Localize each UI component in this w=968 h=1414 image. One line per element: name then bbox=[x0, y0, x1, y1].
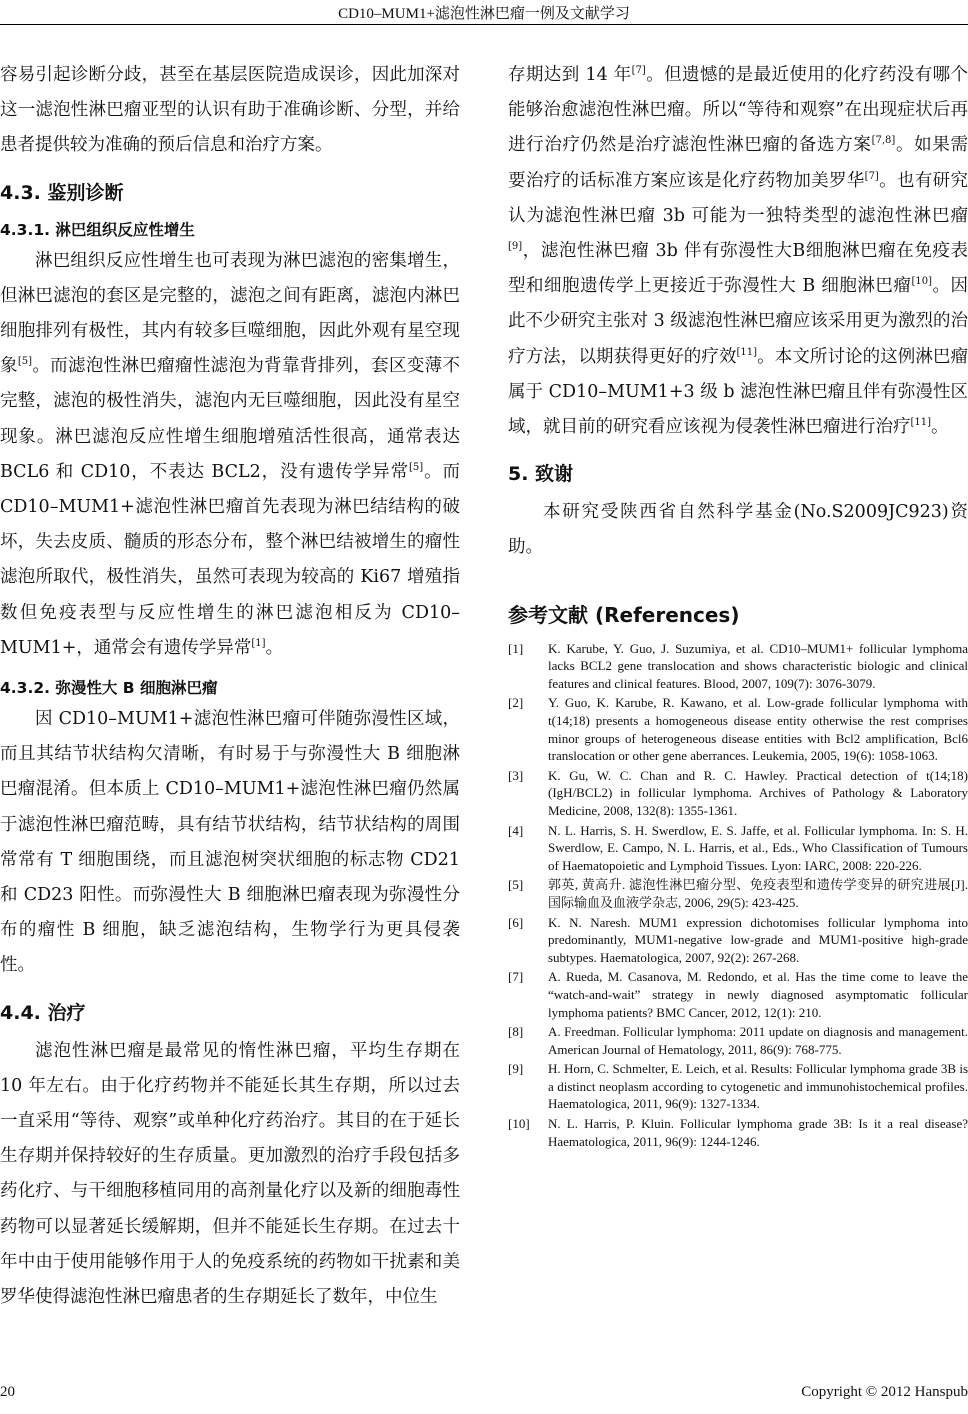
text-run: 容易引起诊断分歧，甚至在基层医院造成误诊，因此加深对这一滤泡性淋巴瘤亚型的认识有助于准确诊断、分型，并给患者提供较为准确的预后信息和治疗方案。 bbox=[0, 65, 460, 156]
citation: [9] bbox=[508, 241, 523, 253]
citation: [11] bbox=[910, 417, 932, 429]
citation: [10] bbox=[911, 276, 932, 288]
reference-list bbox=[508, 640, 968, 1151]
reference-number: [2] bbox=[508, 695, 524, 711]
text-run: 滤泡性淋巴瘤是最常见的惰性淋巴瘤，平均生存期在 10 年左右。由于化疗药物并不能延长其生存期，所以过去一直采用“等待、观察”或单种化疗药治疗。其目的在于延长生存期并保持较好的生存质量。更加激烈的治疗手段包括多药化疗、与干细胞移植同用的高剂量化疗以及新的细胞毒性药物可以显著延长缓解期，但并不能延长生存期。在过去十年中由于使用能够作用于人的免疫系统的药物如干扰素和美罗华使得滤泡性淋巴瘤患者的生存期延长了数年，中位生 bbox=[0, 1040, 460, 1308]
reference-number: [3] bbox=[508, 767, 524, 783]
reference-item bbox=[508, 822, 968, 875]
right-column bbox=[508, 58, 968, 1152]
reference-number: [7] bbox=[508, 969, 524, 985]
paragraph bbox=[508, 495, 968, 565]
citation: [7] bbox=[631, 65, 646, 76]
text-run: 。 bbox=[931, 417, 949, 438]
reference-item bbox=[508, 1023, 968, 1058]
reference-item bbox=[508, 694, 968, 764]
reference-number: [9] bbox=[508, 1061, 524, 1077]
reference-text: K. Gu, W. C. Chan and R. C. Hawley. Practical detection of t(14;18) (IgH/BCL2) in follicular lymphoma. Archives of Pathology & Laboratory Medicine, 2008, 132(8): 1355-1361. bbox=[548, 767, 968, 818]
reference-number: [6] bbox=[508, 914, 524, 930]
reference-text: A. Rueda, M. Casanova, M. Redondo, et al. Has the time come to leave the “watch-and-wait” strategy in newly diagnosed asymptomatic follicular lymphoma patients? BMC Cancer, 2012, 12(1): 210. bbox=[548, 969, 968, 1020]
citation: [11] bbox=[736, 346, 758, 358]
paragraph bbox=[0, 58, 460, 164]
citation: [5] bbox=[409, 461, 424, 473]
subsection-heading: 4.3.2. 弥漫性大 B 细胞淋巴瘤 bbox=[0, 679, 218, 698]
reference-text: Y. Guo, K. Karube, R. Kawano, et al. Low-grade follicular lymphoma with t(14;18) presents a homogeneous disease entity otherwise the rest comprises minor groups of heterogeneous disease entities with Bcl2 amplification, Bcl6 translocation or other gene aberrances. Leukemia, 2005, 19(6): 1058-1063. bbox=[548, 695, 968, 764]
reference-text: N. L. Harris, P. Kluin. Follicular lymphoma grade 3B: Is it a real disease? Haematologica, 2011, 96(9): 1244-1246. bbox=[548, 1116, 968, 1149]
reference-text: 郭英, 黄高升. 滤泡性淋巴瘤分型、免疫表型和遗传学变异的研究进展[J]. 国际输血及血液学杂志, 2006, 29(5): 423-425. bbox=[548, 877, 968, 910]
left-column bbox=[0, 58, 460, 1315]
text-run: 因 CD10–MUM1+滤泡性淋巴瘤可伴随弥漫性区域，而且其结节状结构欠清晰，有时易于与弥漫性大 B 细胞淋巴瘤混淆。但本质上 CD10–MUM1+滤泡性淋巴瘤仍然属于滤泡性淋巴瘤范畴，具有结节状结构，结节状结构的周围常常有 T 细胞围绕，而且滤泡树突状细胞的标志物 CD21 和 CD23 阳性。而弥漫性大 B 细胞淋巴瘤表现为弥漫性分布的瘤性 B 细胞，缺乏滤泡结构，生物学行为更具侵袭性。 bbox=[0, 709, 460, 976]
page-number: 20 bbox=[0, 1384, 15, 1400]
reference-text: A. Freedman. Follicular lymphoma: 2011 update on diagnosis and management. American Journal of Hematology, 2011, 86(9): 768-775. bbox=[548, 1024, 968, 1057]
text-run: 淋巴组织反应性增生也可表现为淋巴滤泡的密集增生，但淋巴滤泡的套区是完整的，滤泡之间有距离，滤泡内淋巴细胞排列有极性，其内有较多巨噬细胞，因此外观有星空现象 bbox=[0, 250, 460, 377]
reference-number: [8] bbox=[508, 1024, 524, 1040]
reference-number: [5] bbox=[508, 877, 524, 893]
header-rule bbox=[0, 24, 968, 25]
citation: [5] bbox=[17, 356, 33, 368]
paragraph bbox=[0, 244, 460, 666]
reference-text: H. Horn, C. Schmelter, E. Leich, et al. Results: Follicular lymphoma grade 3B is a distinct neoplasm according to cytogenetic and immunohistochemical profiles. Haematologica, 2011, 96(9): 1327-1334. bbox=[548, 1061, 968, 1112]
paragraph bbox=[0, 1034, 460, 1316]
text-run: 。而滤泡性淋巴瘤瘤性滤泡为背靠背排列，套区变薄不完整，滤泡的极性消失，滤泡内无巨噬细胞，因此没有星空现象。淋巴滤泡反应性增生细胞增殖活性很高，通常表达 BCL6 和 CD10，不表达 BCL2，没有遗传学异常 bbox=[0, 356, 461, 482]
text-run: 。如果需要治疗的话标准方案应该是化疗药物加美罗华 bbox=[508, 135, 968, 191]
section-heading: 5. 致谢 bbox=[508, 463, 574, 486]
reference-item bbox=[508, 876, 968, 911]
references-heading: 参考文献 (References) bbox=[508, 602, 740, 627]
text-run: ，滤泡性淋巴瘤 3b 伴有弥漫性大B细胞淋巴瘤在免疫表型和细胞遗传学上更接近于弥漫性大 B 细胞淋巴瘤 bbox=[508, 241, 968, 297]
paragraph bbox=[508, 58, 968, 445]
citation: [7,8] bbox=[871, 135, 896, 147]
reference-text: K. Karube, Y. Guo, J. Suzumiya, et al. CD10–MUM1+ follicular lymphoma lacks BCL2 gene translocation and shows characteristic biologic and clinical features and clinical features. Blood, 2007, 109(7): 3076-3079. bbox=[548, 640, 968, 691]
section-heading: 4.4. 治疗 bbox=[0, 1001, 86, 1024]
reference-item bbox=[508, 1115, 968, 1150]
reference-text: K. N. Naresh. MUM1 expression dichotomises follicular lymphoma into predominantly, MUM1-negative low-grade and MUM1-positive high-grade subtypes. Haematologica, 2007, 92(2): 267-268. bbox=[548, 914, 968, 965]
text-run: 。而 CD10–MUM1+滤泡性淋巴瘤首先表现为淋巴结结构的破坏，失去皮质、髓质的形态分布，整个淋巴结被增生的瘤性滤泡所取代，极性消失，虽然可表现为较高的 Ki67 增殖指数但免疫表型与反应性增生的淋巴滤泡相反为 CD10–MUM1+，通常会有遗传学异常 bbox=[0, 461, 460, 658]
reference-item bbox=[508, 968, 968, 1021]
text-run: 。也有研究认为滤泡性淋巴瘤 3b 可能为一独特类型的滤泡性淋巴瘤 bbox=[508, 170, 968, 226]
running-header: CD10–MUM1+滤泡性淋巴瘤一例及文献学习 bbox=[338, 6, 630, 22]
reference-text: N. L. Harris, S. H. Swerdlow, E. S. Jaffe, et al. Follicular lymphoma. In: S. H. Swerdlow, E. Campo, N. L. Harris, et al., Eds., Who Classification of Tumours of Haematopoietic and Lymphoid Tissues. Lyon: IARC, 2008: 220-226. bbox=[548, 822, 968, 873]
citation: [1] bbox=[251, 637, 266, 649]
reference-item bbox=[508, 1060, 968, 1113]
reference-number: [4] bbox=[508, 822, 524, 838]
reference-item bbox=[508, 914, 968, 967]
copyright: Copyright © 2012 Hanspub bbox=[801, 1384, 968, 1400]
text-run: 。本文所讨论的这例淋巴瘤属于 CD10–MUM1+3 级 b 滤泡性淋巴瘤且伴有弥漫性区域，就目前的研究看应该视为侵袭性淋巴瘤进行治疗 bbox=[508, 346, 968, 438]
section-heading: 4.3. 鉴别诊断 bbox=[0, 181, 124, 204]
subsection-heading: 4.3.1. 淋巴组织反应性增生 bbox=[0, 220, 195, 239]
reference-item bbox=[508, 640, 968, 693]
reference-item bbox=[508, 767, 968, 820]
reference-number: [10] bbox=[508, 1116, 530, 1132]
text-run: 存期达到 14 年 bbox=[508, 65, 632, 85]
text-run: 本研究受陕西省自然科学基金(No.S2009JC923)资助。 bbox=[508, 502, 968, 558]
citation: [7] bbox=[864, 170, 879, 182]
text-run: 。 bbox=[265, 637, 284, 658]
text-run: 。因此不少研究主张对 3 级滤泡性淋巴瘤应该采用更为激烈的治疗方法，以期获得更好的疗效 bbox=[508, 276, 968, 367]
reference-number: [1] bbox=[508, 640, 524, 656]
text-run: 。但遗憾的是最近使用的化疗药没有哪个能够治愈滤泡性淋巴瘤。所以“等待和观察”在出现症状后再进行治疗仍然是治疗滤泡性淋巴瘤的备选方案 bbox=[508, 65, 968, 156]
paragraph bbox=[0, 702, 460, 984]
